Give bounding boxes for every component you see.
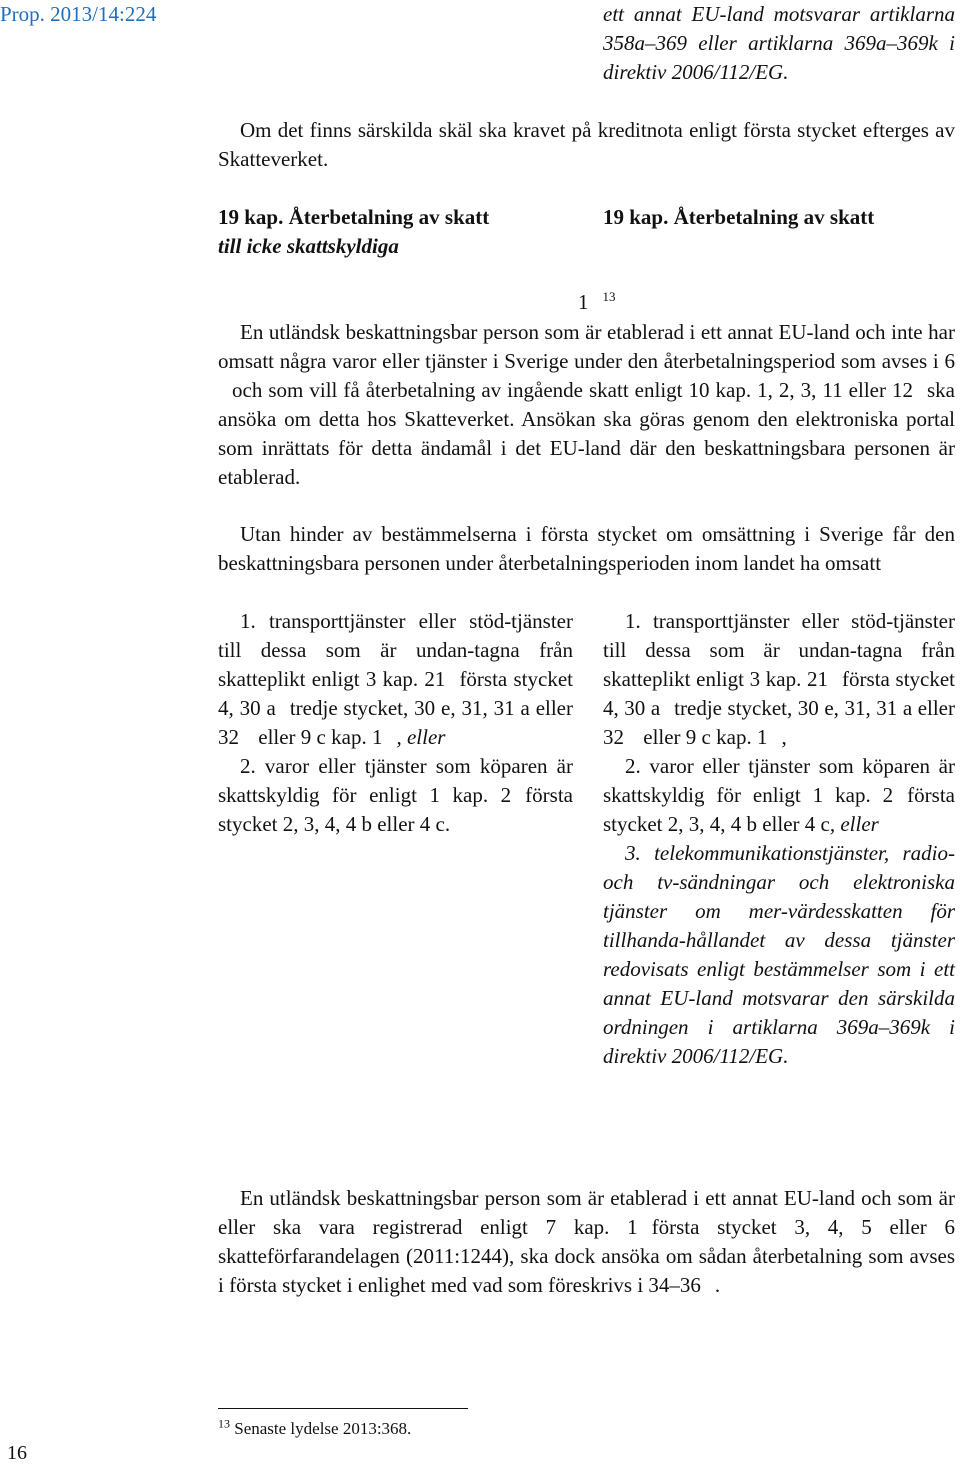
- list-item-text: 1. transporttjänster eller stöd-tjänster till dessa som är undan-tagna från skatteplikt enligt 3 kap. 21: [218, 609, 573, 691]
- application-paragraph: [218, 318, 955, 492]
- list-item-text: första stycket 2, 3, 4, 4 b eller 4 c: [603, 783, 955, 836]
- footnote-number: 13: [218, 1416, 230, 1431]
- right-list-column: [603, 607, 955, 1071]
- list-item-text: eller 9 c kap. 1: [258, 725, 383, 749]
- list-item-text: 1. transporttjänster eller stöd-tjänster till dessa som är undan-tagna från skatteplikt enligt 3 kap. 21: [603, 609, 955, 691]
- list-item-text: tredje stycket, 30 e, 31, 31 a eller 32: [603, 696, 955, 749]
- credit-note-paragraph: Om det finns särskilda skäl ska kravet på kreditnota enligt första stycket efterges av Skatteverket.: [218, 118, 955, 171]
- paragraph-text: ska ansöka om detta hos Skatteverket.: [218, 378, 955, 431]
- paragraph-text: Ansökan ska göras genom den elektroniska portal som inrättats för detta ändamål i det EU-land där den beskattningsbara personen är etablerad.: [218, 407, 956, 489]
- document-reference: Prop. 2013/14:224: [0, 2, 157, 26]
- list-item-text: ,: [781, 725, 787, 749]
- left-chapter-heading: [218, 203, 573, 261]
- left-list-item-1: [218, 607, 573, 752]
- page-number: 16: [7, 1442, 27, 1464]
- list-item-text: 2. varor eller tjänster som köparen är skattskyldig för enligt 1 kap. 2: [603, 754, 955, 807]
- list-item-text: 2. varor eller tjänster som köparen är skattskyldig för enligt 1 kap. 2: [218, 754, 573, 807]
- footnote-reference: 13: [602, 289, 616, 304]
- list-item-text: första stycket 4, 30 a: [603, 667, 956, 720]
- exception-paragraph: Utan hinder av bestämmelserna i första stycket om omsättning i Sverige får den beskattningsbara personen under återbetalningsperioden inom landet ha omsatt: [218, 522, 955, 575]
- paragraph-text: första stycket 3, 4, 5 eller 6 skatteförfarandelagen (2011:1244), ska dock ansöka om sådan återbetalning som avses i första stycket i enlighet med vad som föreskrivs i 34–36: [218, 1215, 955, 1297]
- left-heading-title: 19 kap. Återbetalning av skatt: [218, 205, 490, 229]
- right-column-continuation: ett annat EU-land motsvarar artiklarna 358a–369 eller artiklarna 369a–369k i direktiv 2006/112/EG.: [603, 2, 955, 84]
- section-number: [578, 288, 616, 317]
- list-item-text: eller 9 c kap. 1: [643, 725, 768, 749]
- right-list-item-2: [603, 752, 955, 839]
- list-item-text: , eller: [396, 725, 446, 749]
- paragraph-text: En utländsk beskattningsbar person som är etablerad i ett annat EU-land och som är eller ska vara registrerad enligt 7 kap. 1: [218, 1186, 955, 1239]
- left-list-item-2: [218, 752, 573, 839]
- list-item-text: tredje stycket, 30 e, 31, 31 a eller 32: [218, 696, 573, 749]
- paragraph-text: En utländsk beskattningsbar person som är etablerad i ett annat EU-land och inte har omsatt några varor eller tjänster i Sverige under den återbetalningsperiod som avses i 6: [218, 320, 955, 373]
- left-list-column: [218, 607, 573, 839]
- right-list-item-3: 3. telekommunikationstjänster, radio- och tv-sändningar och elektroniska tjänster om mer-värdesskatten för tillhanda-hållandet av dessa tjänster redovisats enligt bestämmelser som i ett annat EU-land motsvarar den särskilda ordningen i artiklarna 369a–369k i direktiv 2006/112/EG.: [603, 841, 955, 1068]
- list-item-text: första stycket 4, 30 a: [218, 667, 573, 720]
- footnote-divider: [218, 1408, 468, 1409]
- registered-person-paragraph: [218, 1184, 955, 1300]
- list-item-text: , eller: [829, 812, 879, 836]
- section-number-value: 1: [578, 290, 589, 314]
- paragraph-text: .: [714, 1273, 721, 1297]
- list-item-text: första stycket 2, 3, 4, 4 b eller 4 c.: [218, 783, 573, 836]
- left-heading-subtitle: till icke skattskyldiga: [218, 234, 399, 258]
- footnote: [218, 1418, 411, 1440]
- right-chapter-heading: 19 kap. Återbetalning av skatt: [603, 205, 875, 229]
- footnote-text: Senaste lydelse 2013:368.: [234, 1419, 412, 1438]
- paragraph-text: och som vill få återbetalning av ingående skatt enligt 10 kap. 1, 2, 3, 11 eller 12: [232, 378, 913, 402]
- right-list-item-1: [603, 607, 955, 752]
